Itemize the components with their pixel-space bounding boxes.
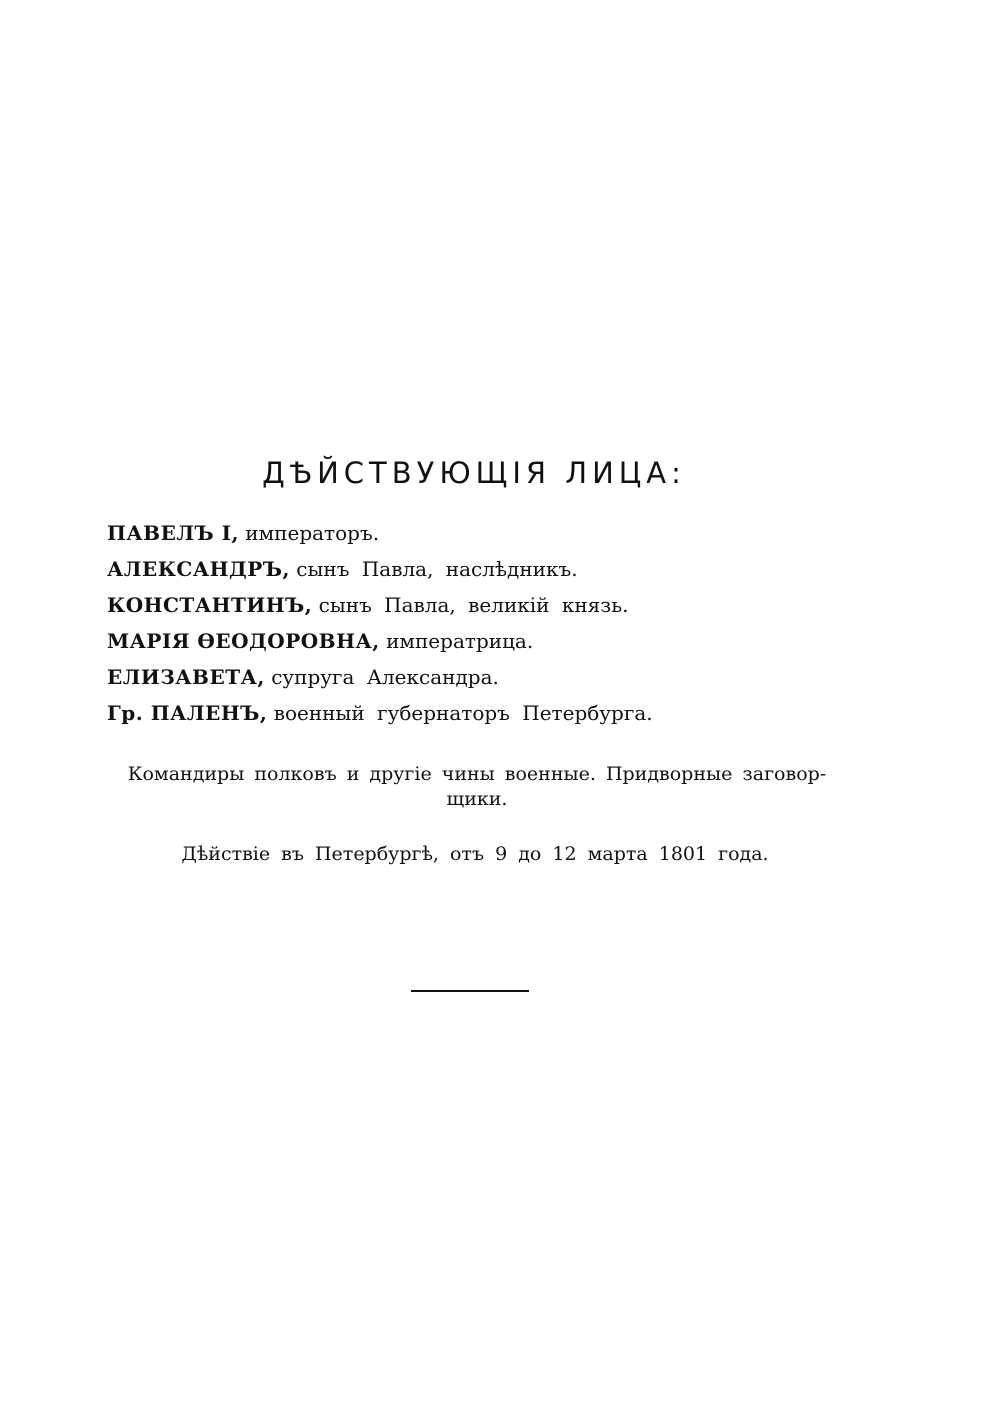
character-name: ЕЛИЗАВЕТА, [107,665,265,689]
supporting-cast-note-line2: щики. [446,788,508,810]
character-description: сынъ Павла, наслѣдникъ. [296,557,578,581]
setting-line: Дѣйствіе въ Петербургѣ, отъ 9 до 12 марта 1801 года. [181,843,769,865]
character-description: супруга Александра. [271,665,499,689]
character-name: АЛЕКСАНДРЪ, [107,557,290,581]
cast-entry-maria [107,623,867,659]
dramatis-personae-heading: ДѢЙСТВУЮЩІЯ ЛИЦА: [262,456,686,490]
character-name: КОНСТАНТИНЪ, [107,593,313,617]
cast-entry-pavel [107,515,867,551]
character-name: ПАВЕЛЪ I, [107,521,239,545]
character-description: императрица. [386,629,534,653]
character-description: военный губернаторъ Петербурга. [273,701,653,725]
cast-entry-elizaveta [107,659,867,695]
supporting-cast-note-line1: Командиры полковъ и другіе чины военные. Придворные заговор- [127,763,827,785]
cast-entry-palen [107,695,867,731]
section-divider [411,990,529,992]
cast-entry-alexander [107,551,867,587]
character-name: МАРІЯ ѲЕОДОРОВНА, [107,629,380,653]
cast-entry-konstantin [107,587,867,623]
supporting-cast-note [107,762,847,812]
cast-list [107,515,867,731]
character-name: Гр. ПАЛЕНЪ, [107,701,268,725]
character-description: императоръ. [245,521,380,545]
character-description: сынъ Павла, великій князь. [318,593,629,617]
